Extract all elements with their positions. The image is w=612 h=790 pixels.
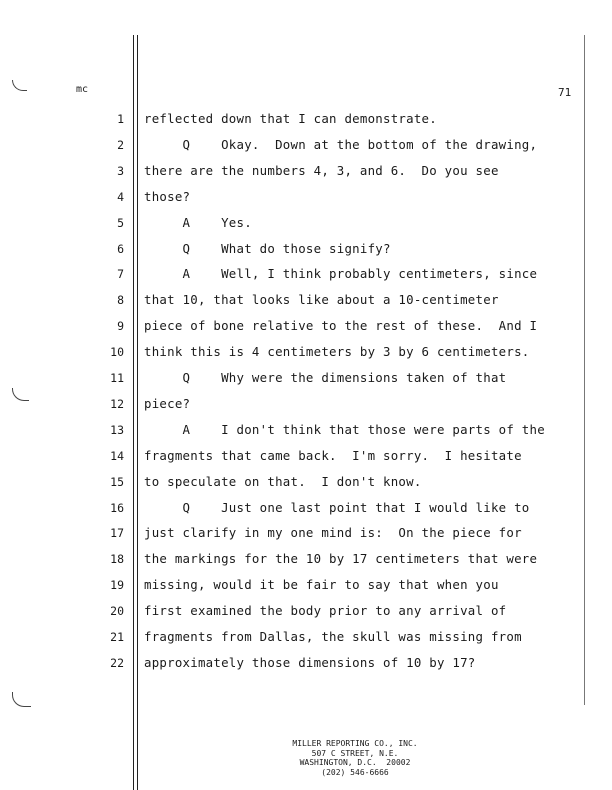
- line-number: 16: [110, 500, 124, 515]
- page-number: 71: [558, 86, 572, 99]
- line-number: 2: [117, 137, 124, 152]
- line-number: 14: [110, 448, 124, 463]
- transcript-line: A I don't think that those were parts of the: [144, 421, 545, 437]
- transcript-line: Q Okay. Down at the bottom of the drawing,: [144, 136, 538, 152]
- line-number: 1: [117, 112, 124, 126]
- binder-hole-mark: [12, 80, 27, 91]
- transcript-line: those?: [144, 188, 191, 204]
- line-number: 13: [110, 422, 124, 437]
- left-margin-rule-inner: [137, 35, 138, 790]
- transcript-line: just clarify in my one mind is: On the piece for: [144, 525, 522, 541]
- line-number: 7: [117, 267, 124, 282]
- transcript-line: Q Why were the dimensions taken of that: [144, 370, 507, 385]
- transcript-line: that 10, that looks like about a 10-centimeter: [144, 292, 499, 308]
- line-number: 9: [117, 319, 124, 334]
- transcript-line: Q Just one last point that I would like to: [144, 499, 530, 515]
- transcript-line: the markings for the 10 by 17 centimeters that were: [144, 551, 538, 567]
- line-number: 22: [110, 655, 124, 670]
- transcript-line: fragments that came back. I'm sorry. I hesitate: [144, 447, 522, 463]
- footer-city: WASHINGTON, D.C. 20002: [299, 758, 411, 767]
- transcript-line: there are the numbers 4, 3, and 6. Do you see: [144, 162, 499, 178]
- line-number: 17: [110, 526, 124, 541]
- line-number: 8: [117, 293, 124, 308]
- line-number: 12: [110, 396, 124, 411]
- line-number: 4: [117, 189, 124, 204]
- line-number: 6: [117, 241, 124, 256]
- transcript-line: A Well, I think probably centimeters, since: [144, 266, 538, 282]
- reporter-initials: mc: [76, 84, 89, 95]
- transcript-line: think this is 4 centimeters by 3 by 6 centimeters.: [144, 344, 530, 360]
- transcript-line: fragments from Dallas, the skull was missing from: [144, 629, 522, 644]
- transcript-line: A Yes.: [144, 214, 252, 230]
- transcript-line: piece?: [144, 395, 191, 411]
- transcript-line: Q What do those signify?: [144, 240, 391, 256]
- line-number: 11: [110, 371, 124, 385]
- transcript-line: first examined the body prior to any arrival of: [144, 603, 507, 619]
- footer-phone: (202) 546-6666: [321, 767, 389, 777]
- transcript-line: approximately those dimensions of 10 by 17?: [144, 654, 476, 670]
- line-number: 10: [110, 345, 124, 360]
- transcript-line: missing, would it be fair to say that when you: [144, 577, 499, 593]
- line-number: 19: [110, 578, 124, 593]
- transcript-line: piece of bone relative to the rest of these. And I: [144, 318, 538, 334]
- left-margin-rule: [133, 35, 134, 790]
- transcript-line: to speculate on that. I don't know.: [144, 473, 422, 489]
- binder-hole-mark: [12, 692, 31, 707]
- transcript-line: reflected down that I can demonstrate.: [144, 111, 437, 126]
- line-number: 18: [110, 552, 124, 567]
- line-number: 20: [110, 604, 124, 619]
- footer-street: 507 C STREET, N.E.: [311, 748, 399, 758]
- right-margin-rule: [584, 35, 585, 705]
- reporter-footer: [250, 739, 460, 777]
- footer-company: MILLER REPORTING CO., INC.: [292, 739, 418, 748]
- line-number: 21: [110, 630, 124, 644]
- line-number: 15: [110, 474, 124, 489]
- line-number: 5: [117, 215, 124, 230]
- line-number: 3: [117, 163, 124, 178]
- binder-hole-mark: [12, 388, 29, 401]
